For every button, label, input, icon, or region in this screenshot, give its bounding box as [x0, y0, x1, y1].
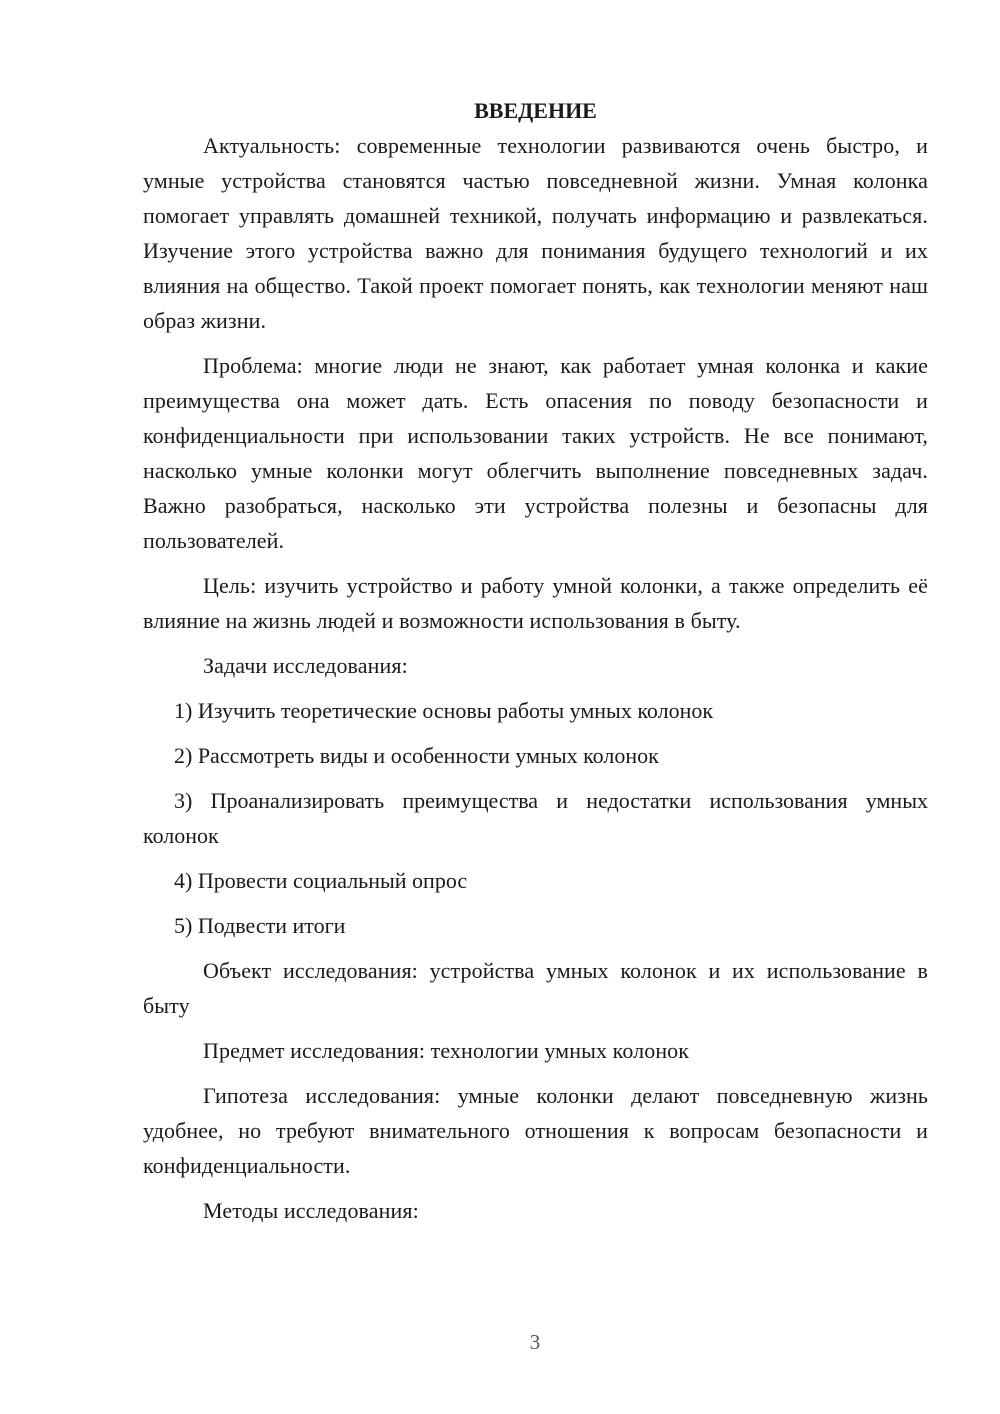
object-paragraph: Объект исследования: устройства умных колонок и их использование в быту [143, 958, 928, 1018]
tasks-heading: Задачи исследования: [203, 653, 408, 678]
relevance-paragraph: Актуальность: современные технологии развиваются очень быстро, и умные устройства становятся частью повседневной жизни. Умная колонка помогает управлять домашней техникой, получать информацию и развлекаться. Изучение этого устройства важно для понимания будущего технологий и их влияния на общество. Такой проект помогает понять, как технологии меняют наш образ жизни. [143, 133, 928, 333]
task-item: 4) Провести социальный опрос [174, 868, 468, 893]
document-page [143, 93, 928, 1238]
hypothesis-paragraph: Гипотеза исследования: умные колонки делают повседневную жизнь удобнее, но требуют внимательного отношения к вопросам безопасности и конфиденциальности. [143, 1083, 928, 1178]
section-title: ВВЕДЕНИЕ [474, 98, 597, 123]
methods-heading: Методы исследования: [203, 1198, 419, 1223]
problem-paragraph: Проблема: многие люди не знают, как работает умная колонка и какие преимущества она может дать. Есть опасения по поводу безопасности и конфиденциальности при использовании таких устройств. Не все понимают, насколько умные колонки могут облегчить выполнение повседневных задач. Важно разобраться, насколько эти устройства полезны и безопасны для пользователей. [143, 353, 928, 553]
task-item: 3) Проанализировать преимущества и недостатки использования умных колонок [143, 788, 928, 848]
goal-paragraph: Цель: изучить устройство и работу умной колонки, а также определить её влияние на жизнь людей и возможности использования в быту. [143, 573, 928, 633]
subject-paragraph: Предмет исследования: технологии умных колонок [203, 1038, 690, 1063]
page-number: 3 [529, 1330, 541, 1354]
task-item: 1) Изучить теоретические основы работы умных колонок [174, 698, 714, 723]
task-item: 5) Подвести итоги [174, 913, 346, 938]
task-item: 2) Рассмотреть виды и особенности умных колонок [174, 743, 659, 768]
